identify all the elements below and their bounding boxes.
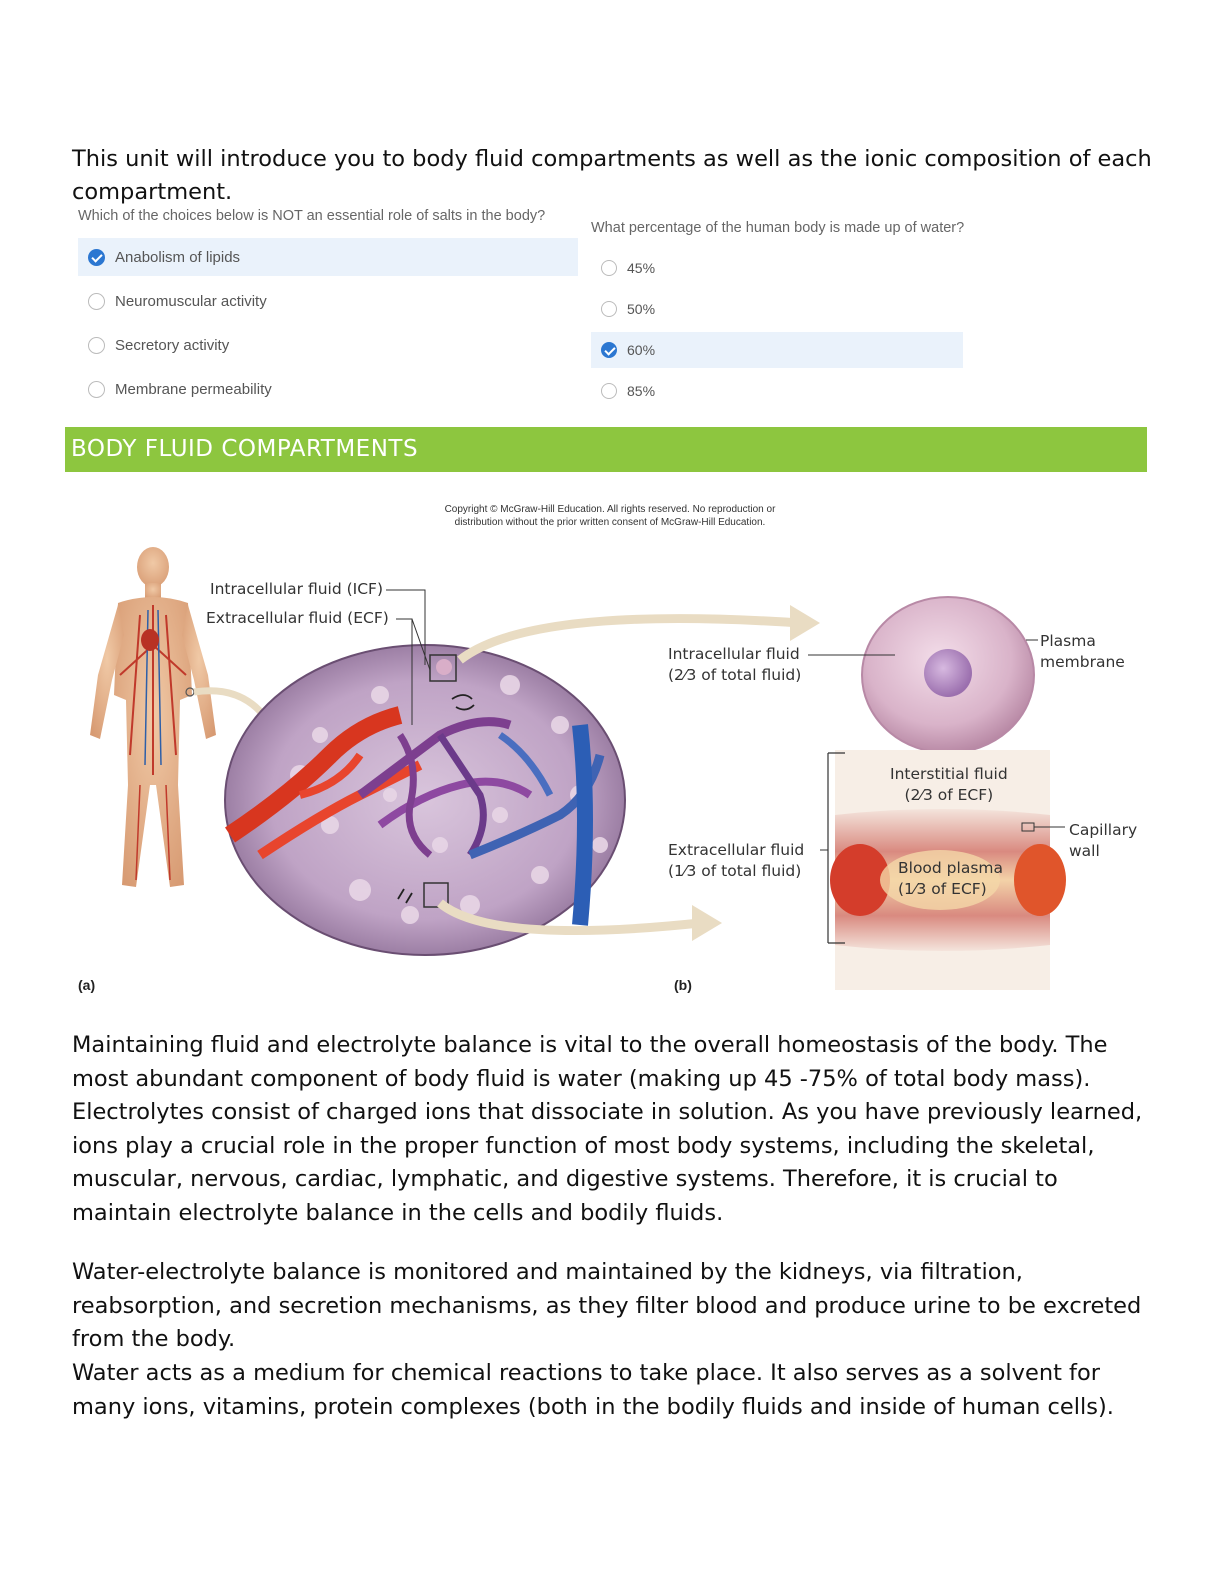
quiz-salts-question: Which of the choices below is NOT an essential role of salts in the body? bbox=[78, 208, 546, 224]
tissue-illustration bbox=[225, 645, 625, 955]
quiz-water-question: What percentage of the human body is made up of water? bbox=[591, 220, 965, 236]
radio-icon[interactable] bbox=[88, 293, 105, 310]
panel-a-label: (a) bbox=[78, 977, 96, 993]
radio-icon[interactable] bbox=[88, 381, 105, 398]
quiz-water-option[interactable]: 60% bbox=[591, 332, 963, 368]
radio-icon[interactable] bbox=[88, 337, 105, 354]
section-banner bbox=[65, 427, 1147, 472]
radio-icon[interactable] bbox=[601, 260, 617, 276]
quiz-salts-option[interactable]: Neuromuscular activity bbox=[78, 282, 578, 320]
radio-icon[interactable] bbox=[601, 383, 617, 399]
cell-illustration bbox=[808, 597, 1038, 753]
quiz-salts bbox=[78, 208, 578, 414]
label-plasma-membrane: Plasma membrane bbox=[1040, 632, 1125, 671]
label-ecf-total: Extracellular fluid (1⁄3 of total fluid) bbox=[668, 841, 805, 880]
radio-icon[interactable] bbox=[601, 301, 617, 317]
figure-illustration bbox=[60, 495, 1170, 1005]
label-icf: Intracellular fluid (ICF) bbox=[210, 580, 384, 598]
body-fluid-figure bbox=[60, 495, 1170, 1005]
label-icf-total: Intracellular fluid (2⁄3 of total fluid) bbox=[668, 645, 802, 684]
label-capillary-wall: Capillary wall bbox=[1069, 821, 1138, 860]
label-blood-plasma: Blood plasma (1⁄3 of ECF) bbox=[898, 859, 1003, 898]
paragraph-water: Water acts as a medium for chemical reactions to take place. It also serves as a solvent for many ions, vitamins, protein complexes (both in the bodily fluids and inside of human cells). bbox=[72, 1360, 1114, 1420]
quiz-water-option[interactable]: 50% bbox=[591, 291, 963, 327]
quiz-salts-option[interactable]: Anabolism of lipids bbox=[78, 238, 578, 276]
copyright-notice: Copyright © McGraw-Hill Education. All rights reserved. No reproduction or distribution without the prior written consent of McGraw-Hill Education. bbox=[444, 504, 776, 528]
paragraph-kidneys: Water-electrolyte balance is monitored and maintained by the kidneys, via filtration, reabsorption, and secretion mechanisms, as they filter blood and produce urine to be excreted from the body. bbox=[72, 1259, 1142, 1353]
paragraph-balance: Maintaining fluid and electrolyte balance is vital to the overall homeostasis of the body. The most abundant component of body fluid is water (making up 45 -75% of total body mass). Electrolytes consist of charged ions that dissociate in solution. As you have previously learned, ions play a crucial role in the proper function of most body systems, including the skeletal, muscular, nervous, cardiac, lymphatic, and digestive systems. Therefore, it is crucial to maintain electrolyte balance in the cells and bodily fluids. bbox=[72, 1032, 1143, 1226]
quiz-salts-option[interactable]: Secretory activity bbox=[78, 326, 578, 364]
quiz-water bbox=[591, 220, 963, 414]
human-body-illustration bbox=[90, 547, 216, 887]
label-ecf: Extracellular fluid (ECF) bbox=[206, 609, 389, 627]
intro-text: This unit will introduce you to body fluid compartments as well as the ionic composition of each compartment. bbox=[72, 146, 1152, 205]
checked-radio-icon[interactable] bbox=[88, 249, 105, 266]
section-title: BODY FLUID COMPARTMENTS bbox=[71, 436, 419, 462]
panel-b-label: (b) bbox=[674, 977, 692, 993]
quiz-water-option[interactable]: 85% bbox=[591, 373, 963, 409]
quiz-salts-option[interactable]: Membrane permeability bbox=[78, 370, 578, 408]
quiz-water-option[interactable]: 45% bbox=[591, 250, 963, 286]
label-interstitial-fluid: Interstitial fluid (2⁄3 of ECF) bbox=[890, 765, 1008, 804]
checked-radio-icon[interactable] bbox=[601, 342, 617, 358]
